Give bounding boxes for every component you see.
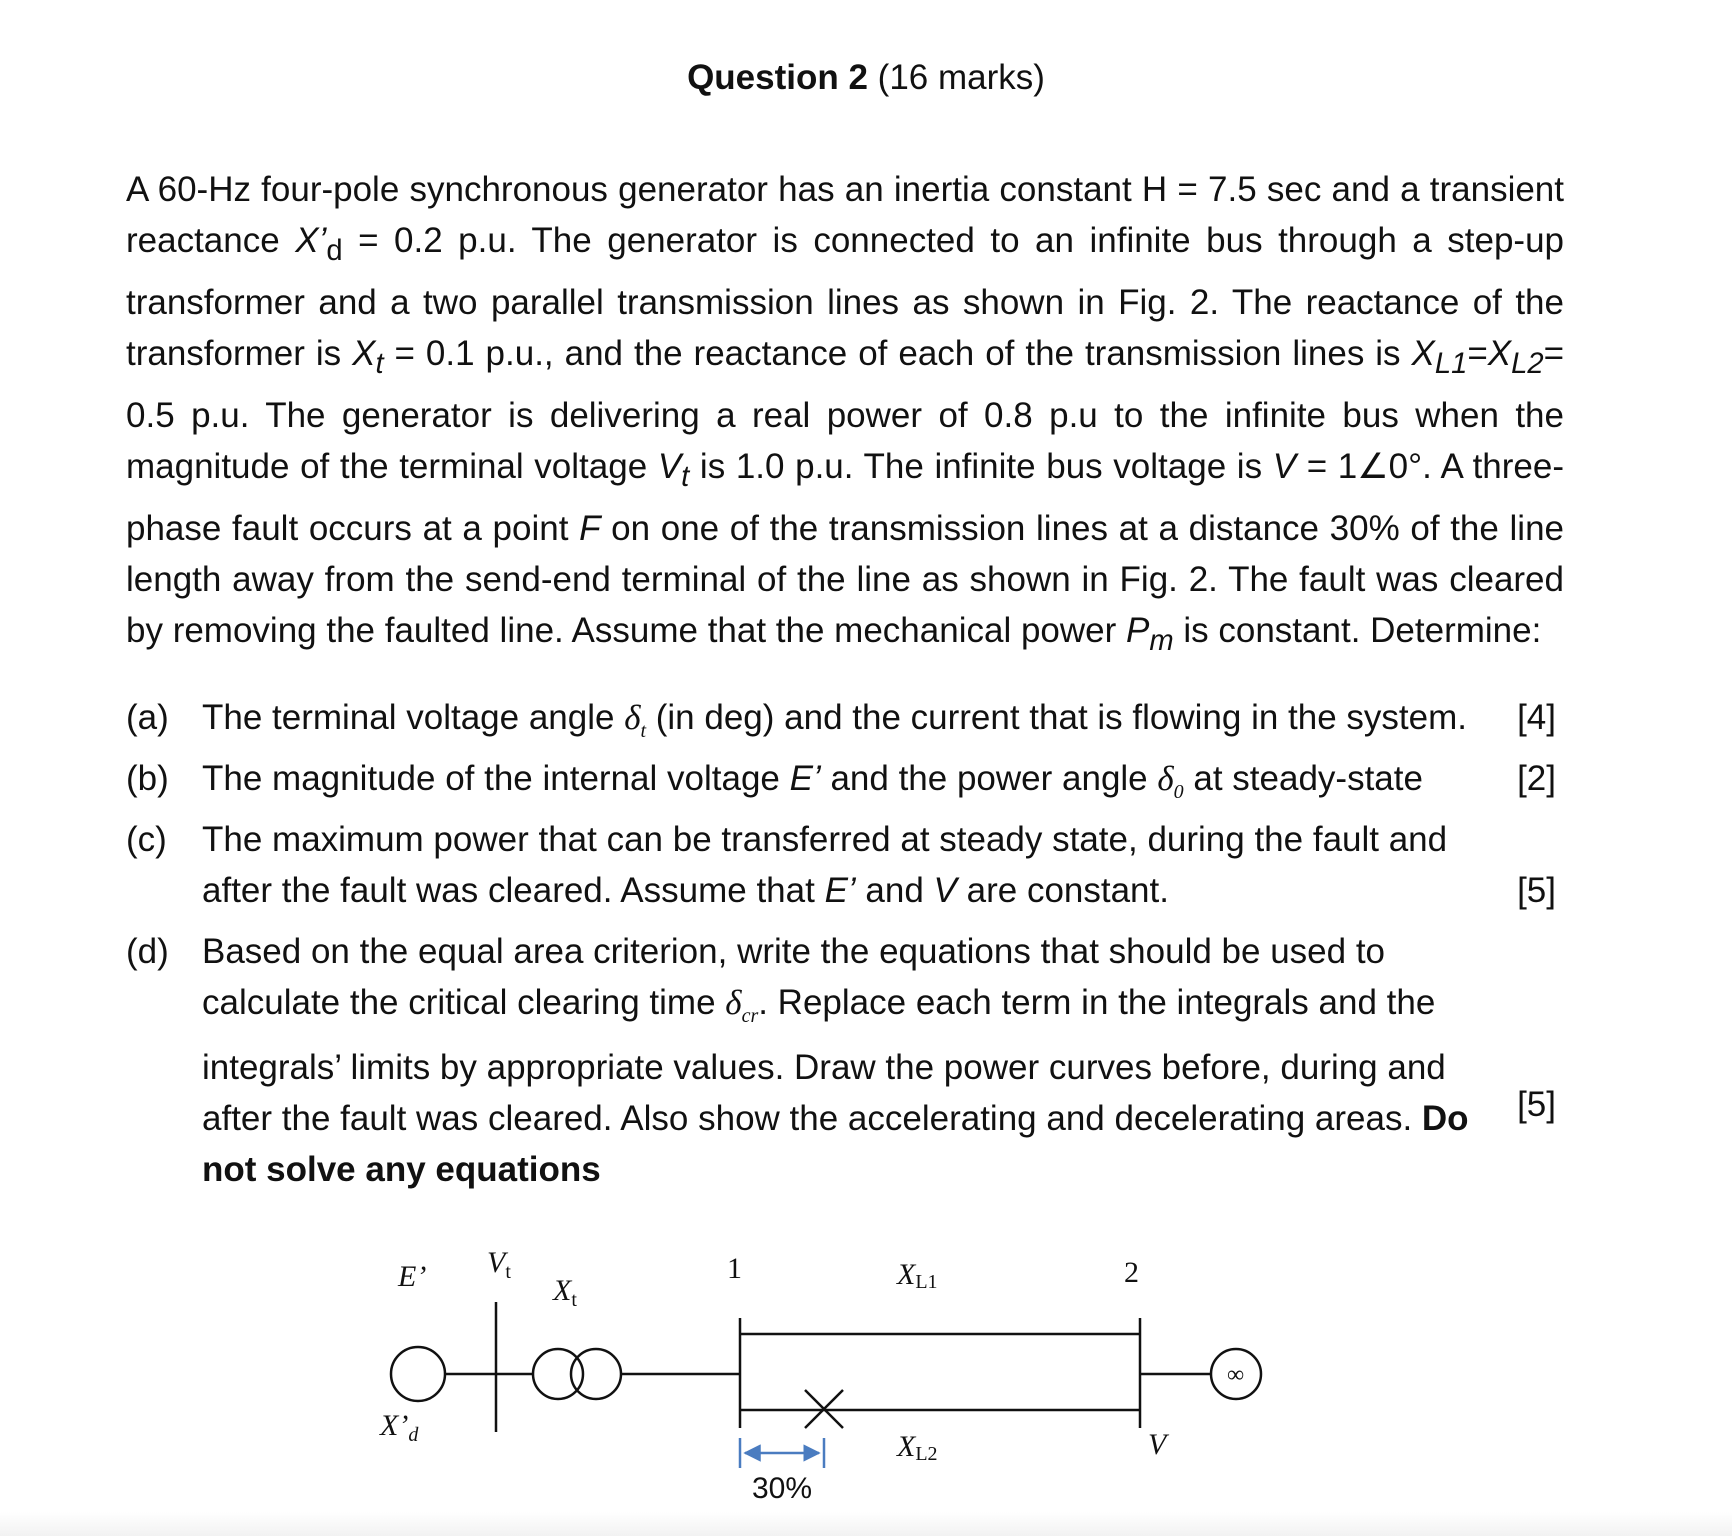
part-a-marks: [4] [1517, 698, 1556, 737]
intro-text-2: = 0.2 p.u. The generator is connected to an infinite bus through a step-up transformer and a two parallel transmission lines as shown in Fig. 2. The reactance of the transformer is [126, 221, 1564, 373]
part-a-text-1: The terminal voltage angle [202, 698, 625, 737]
bus-1-label: 1 [727, 1252, 742, 1285]
page-bottom-edge [0, 1512, 1732, 1536]
v-symbol: V [1272, 447, 1297, 486]
question-title [0, 58, 1732, 98]
part-c-text-2: and [855, 871, 934, 910]
part-d-text-1: Based on the equal area criterion, write the equations that should be used to calculate the critical clearing time [202, 932, 1386, 1022]
vt-symbol: V [657, 447, 682, 486]
xl2-label: XL2 [897, 1430, 938, 1465]
infinity-icon: ∞ [1227, 1362, 1245, 1388]
xt-symbol: X [352, 334, 376, 373]
bus-2-label: 2 [1124, 1256, 1139, 1289]
xl1-label: XL1 [897, 1258, 938, 1293]
part-a-label: (a) [126, 698, 169, 737]
xd-symbol: X’ [295, 221, 327, 260]
part-d [126, 926, 1566, 1189]
part-a [126, 692, 1566, 743]
intro-text-4: = 0.5 p.u. The generator is delivering a real power of 0.8 p.u to the infinite bus when the magnitude of the terminal voltage [126, 334, 1565, 486]
e-prime-symbol: E’ [789, 759, 821, 798]
part-d-marks: [5] [1517, 1085, 1556, 1124]
pm-subscript: m [1149, 625, 1174, 657]
pm-symbol: P [1126, 611, 1150, 650]
xt-subscript: t [375, 348, 384, 380]
generator-symbol [391, 1347, 445, 1401]
delta-cr-subscript: cr [741, 1005, 759, 1027]
xl1-subscript: L1 [1434, 348, 1468, 380]
intro-text-7: on one of the transmission lines at a distance 30% of the line length away from the send-end terminal of the line as shown in Fig. 2. The fault was cleared by removing the faulted line. Assume that the mechanical power [126, 509, 1564, 650]
part-c [126, 814, 1566, 916]
part-d-label: (d) [126, 932, 169, 971]
vt-label: $V_t$ [487, 1246, 511, 1283]
intro-text-1: A 60-Hz four-pole synchronous generator has an inertia constant H = 7.5 sec and a transient reactance [126, 170, 1564, 260]
vt-subscript: t [681, 461, 690, 493]
part-a-text-2: (in deg) and the current that is flowing in the system. [646, 698, 1467, 737]
part-b [126, 753, 1566, 804]
part-d-text-2: . Replace each term in the integrals and the integrals’ limits by appropriate values. Draw the power curves before, during and after the fault was cleared. Also show the accelerating and decelerating areas. [202, 983, 1446, 1138]
distance-percent-label: 30% [752, 1472, 813, 1505]
intro-text-8: is constant. Determine: [1173, 611, 1542, 650]
intro-text-6: = 1∠0°. A three-phase fault occurs at a point [126, 447, 1564, 548]
delta-t-symbol: δ [624, 698, 641, 737]
problem-statement [126, 164, 1564, 667]
transformer-primary-winding [533, 1349, 583, 1399]
xl2-subscript: L2 [1511, 348, 1544, 380]
xt-label: $X_t$ [553, 1274, 577, 1311]
v-label: V [1148, 1428, 1167, 1461]
xl1-symbol: X [1411, 334, 1435, 373]
e-prime-label: E’ [398, 1260, 427, 1293]
delta-0-subscript: 0 [1173, 781, 1184, 803]
delta-0-symbol: δ [1157, 759, 1174, 798]
intro-text-5: is 1.0 p.u. The infinite bus voltage is [689, 447, 1273, 486]
intro-text-3: = 0.1 p.u., and the reactance of each of the transmission lines is [383, 334, 1412, 373]
f-symbol: F [579, 509, 601, 548]
xl2-symbol: X [1487, 334, 1512, 373]
xd-subscript: d [326, 235, 343, 267]
delta-t-subscript: t [640, 720, 647, 742]
part-d-bold-note: Do not solve any equations [202, 1099, 1469, 1189]
part-c-text-1: The maximum power that can be transferred at steady state, during the fault and after the fault was cleared. Assume that [202, 820, 1448, 910]
delta-cr-symbol: δ [725, 983, 742, 1022]
question-number: Question 2 [687, 58, 868, 97]
part-b-text-1: The magnitude of the internal voltage [202, 759, 790, 798]
question-marks: (16 marks) [867, 58, 1045, 97]
part-c-label: (c) [126, 820, 167, 859]
circuit-diagram [0, 1230, 1732, 1536]
part-b-text-2: and the power angle [820, 759, 1158, 798]
transformer-secondary-winding [571, 1349, 621, 1399]
e-prime-symbol: E’ [824, 871, 856, 910]
part-c-marks: [5] [1517, 871, 1556, 910]
part-b-label: (b) [126, 759, 169, 798]
v-symbol: V [933, 871, 957, 910]
xd-label: $X’_d$ [380, 1409, 419, 1446]
part-b-text-3: at steady-state [1183, 759, 1423, 798]
part-b-marks: [2] [1517, 759, 1556, 798]
part-c-text-3: are constant. [956, 871, 1169, 910]
equals-sign: = [1467, 334, 1488, 373]
